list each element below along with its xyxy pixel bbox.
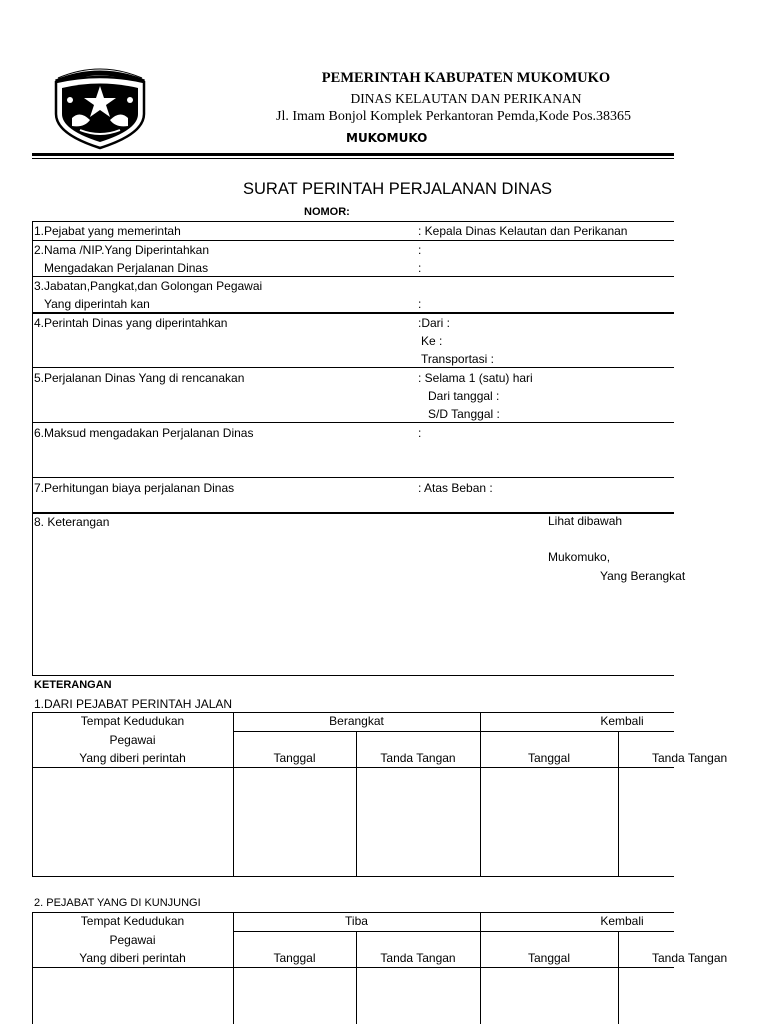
field-value-cost: : Atas Beban : xyxy=(418,481,493,495)
t2-return-signature-clip xyxy=(652,951,728,967)
field-value-purpose: : xyxy=(418,426,422,440)
form-line-6 xyxy=(32,477,674,478)
t1-v3 xyxy=(480,712,481,877)
field-value-transport: Transportasi : xyxy=(421,352,494,366)
notes-heading: KETERANGAN xyxy=(34,679,112,691)
t1-col1-line3: Yang diberi perintah xyxy=(79,751,186,765)
t2-arrive-signature: Tanda Tangan xyxy=(380,951,456,965)
field-value-from: :Dari : xyxy=(418,316,451,330)
section1-heading: 1.DARI PEJABAT PERINTAH JALAN xyxy=(34,697,233,711)
t1-return-signature: Tanda Tangan xyxy=(652,751,728,765)
t1-return-signature-clip xyxy=(652,751,728,767)
field-label-name-nip: 2.Nama /NIP.Yang Diperintahkan xyxy=(34,243,209,257)
field-value-place: Mukomuko, xyxy=(548,550,611,564)
field-label-cost: 7.Perhitungan biaya perjalanan Dinas xyxy=(34,481,235,495)
t1-depart-date: Tanggal xyxy=(273,751,316,765)
document-number: NOMOR: xyxy=(304,206,350,218)
t1-col1-line1: Tempat Kedudukan xyxy=(80,714,185,728)
section2-heading: 2. PEJABAT YANG DI KUNJUNGI xyxy=(34,897,201,909)
header-government: PEMERINTAH KABUPATEN MUKOMUKO xyxy=(321,70,611,86)
t2-header-bottom xyxy=(32,967,674,968)
t2-return-signature: Tanda Tangan xyxy=(652,951,728,965)
t1-return-date: Tanggal xyxy=(527,751,571,765)
t2-arrive-date: Tanggal xyxy=(273,951,316,965)
t1-top xyxy=(32,712,674,713)
t1-v1 xyxy=(233,712,234,877)
t2-group-arrive: Tiba xyxy=(345,914,368,928)
t2-col1-line2: Pegawai xyxy=(109,933,156,947)
form-left-border xyxy=(32,221,33,676)
t2-group-return: Kembali xyxy=(600,914,644,928)
t1-header-bottom xyxy=(32,767,674,768)
header-divider-thick xyxy=(32,153,674,156)
t2-top xyxy=(32,912,674,913)
t2-return-date: Tanggal xyxy=(527,951,571,965)
header-city: MUKOMUKO xyxy=(346,131,428,145)
t2-sub xyxy=(233,931,674,932)
t1-bottom xyxy=(32,876,674,877)
t2-v0 xyxy=(32,912,33,1024)
header-address: Jl. Imam Bonjol Komplek Perkantoran Pemda,Kode Pos.38365 xyxy=(276,109,632,124)
field-value-traveler: Yang Berangkat xyxy=(600,569,686,583)
form-line-1 xyxy=(32,240,674,241)
emblem-icon xyxy=(50,68,150,150)
field-value-date-from: Dari tanggal : xyxy=(428,389,500,403)
t1-group-depart: Berangkat xyxy=(329,714,384,728)
field-label-notes: 8. Keterangan xyxy=(34,515,110,529)
document-title: SURAT PERINTAH PERJALANAN DINAS xyxy=(243,180,552,198)
t1-depart-signature: Tanda Tangan xyxy=(380,751,456,765)
t1-col1-line2: Pegawai xyxy=(109,733,156,747)
t2-v1 xyxy=(233,912,234,1024)
field-label-purpose: 6.Maksud mengadakan Perjalanan Dinas xyxy=(34,426,254,440)
field-value-issuer: : Kepala Dinas Kelautan dan Perikanan xyxy=(418,224,628,238)
field-label-position-2: Yang diperintah kan xyxy=(44,297,150,311)
form-line-top xyxy=(32,221,674,222)
field-value-duration: : Selama 1 (satu) hari xyxy=(418,371,533,385)
t1-sub xyxy=(233,731,674,732)
form-line-bottom xyxy=(32,675,674,676)
field-value-to: Ke : xyxy=(421,334,443,348)
regency-emblem xyxy=(50,68,150,150)
field-value-see-below: Lihat dibawah xyxy=(548,514,623,528)
field-label-name-nip-2: Mengadakan Perjalanan Dinas xyxy=(44,261,209,275)
field-value-name-nip-2: : xyxy=(418,261,422,275)
t2-v4 xyxy=(618,931,619,1024)
field-value-position: : xyxy=(418,297,422,311)
t1-v4 xyxy=(618,731,619,877)
t2-v3 xyxy=(480,912,481,1024)
form-line-4 xyxy=(32,367,674,368)
t2-v2 xyxy=(356,931,357,1024)
form-line-5 xyxy=(32,422,674,423)
field-value-date-to: S/D Tanggal : xyxy=(428,407,500,421)
header-agency: DINAS KELAUTAN DAN PERIKANAN xyxy=(350,91,582,106)
t1-group-return: Kembali xyxy=(600,714,644,728)
form-line-3 xyxy=(32,312,674,314)
t2-col1-line1: Tempat Kedudukan xyxy=(80,914,185,928)
field-label-position: 3.Jabatan,Pangkat,dan Golongan Pegawai xyxy=(34,279,263,293)
field-label-trip-plan: 5.Perjalanan Dinas Yang di rencanakan xyxy=(34,371,245,385)
t2-col1-line3: Yang diberi perintah xyxy=(79,951,186,965)
field-label-order: 4.Perintah Dinas yang diperintahkan xyxy=(34,316,228,330)
field-value-name-nip: : xyxy=(418,243,422,257)
header-divider-thin xyxy=(32,158,674,159)
form-line-2 xyxy=(32,276,674,277)
field-label-issuer: 1.Pejabat yang memerintah xyxy=(34,224,181,238)
traveler-signature-clip xyxy=(600,569,686,585)
